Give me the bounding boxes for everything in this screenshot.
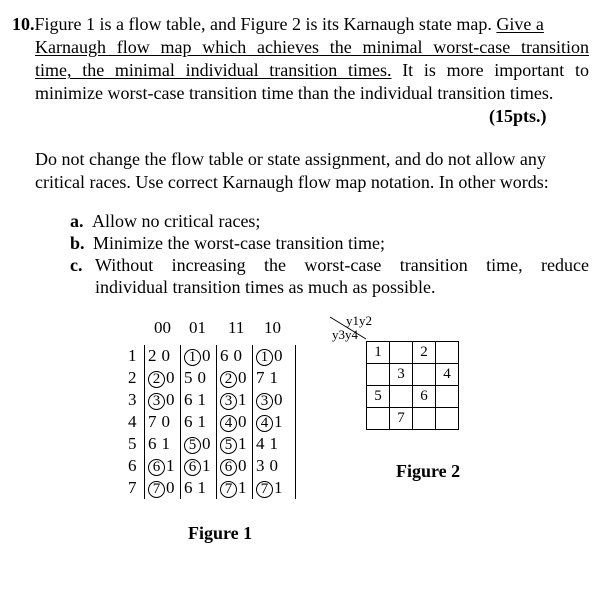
kmap-row	[367, 408, 459, 430]
row-state-label: 6	[128, 456, 137, 475]
output-value: 0	[166, 390, 175, 409]
stable-state-cell	[148, 389, 178, 411]
output-value: 0	[233, 346, 242, 365]
list-item-c-text: Without increasing the worst-case transition time, reduce	[95, 255, 589, 275]
kmap-cell: 6	[413, 386, 436, 408]
kmap-cell: 3	[390, 364, 413, 386]
row-state-label: 3	[128, 390, 137, 409]
question-number: 10.	[12, 14, 35, 34]
list-item-c: c.	[70, 255, 83, 275]
row-state-label: 7	[128, 478, 137, 497]
next-state: 7	[148, 412, 157, 431]
circled-state: 7	[256, 481, 273, 498]
stable-state-cell	[256, 411, 286, 433]
output-value: 0	[161, 412, 170, 431]
flow-cell	[184, 389, 214, 411]
kmap-cell	[390, 342, 413, 364]
kmap-top-label: y1y2	[346, 313, 372, 328]
output-value: 0	[238, 456, 247, 475]
stable-state-cell	[220, 367, 250, 389]
stable-state-cell	[184, 433, 214, 455]
kmap-row	[367, 342, 459, 364]
output-value: 0	[269, 456, 278, 475]
table-row	[128, 411, 328, 433]
flow-cell	[256, 367, 286, 389]
column-label: 10	[264, 318, 281, 337]
column-label: 00	[154, 318, 171, 337]
table-divider	[144, 345, 145, 499]
stable-state-cell	[220, 455, 250, 477]
circled-state: 3	[148, 393, 165, 410]
list-item-c-text-2: individual transition times as much as possible.	[95, 277, 436, 297]
next-state: 6	[148, 434, 157, 453]
output-value: 1	[161, 434, 170, 453]
question-line-1: 10.Figure 1 is a flow table, and Figure 2 is its Karnaugh state map. Give a	[12, 14, 544, 34]
figure2-caption: Figure 2	[396, 461, 461, 481]
output-value: 1	[269, 434, 278, 453]
output-value: 1	[238, 434, 247, 453]
row-state-label: 1	[128, 346, 137, 365]
question-line-2: Karnaugh flow map which achieves the minimal worst-case transition	[35, 37, 589, 57]
kmap-row	[367, 364, 459, 386]
table-row	[128, 477, 328, 499]
circled-state: 7	[148, 481, 165, 498]
kmap-cell	[436, 342, 459, 364]
circled-state: 6	[184, 459, 201, 476]
kmap-cell	[367, 364, 390, 386]
output-value: 0	[166, 478, 175, 497]
row-state-label: 5	[128, 434, 137, 453]
list-item-a: a. Allow no critical races;	[70, 211, 261, 231]
flow-table-body	[128, 345, 328, 499]
output-value: 0	[238, 412, 247, 431]
kmap-cell: 5	[367, 386, 390, 408]
output-value: 1	[197, 412, 206, 431]
table-row	[128, 433, 328, 455]
next-state: 5	[184, 368, 193, 387]
stable-state-cell	[256, 345, 286, 367]
table-divider	[295, 345, 296, 499]
circled-state: 5	[184, 437, 201, 454]
column-label: 01	[189, 318, 206, 337]
flow-cell	[220, 345, 250, 367]
circled-state: 2	[220, 371, 237, 388]
column-label: 11	[228, 318, 245, 337]
figure1-caption: Figure 1	[188, 523, 253, 543]
stable-state-cell	[148, 477, 178, 499]
next-state: 4	[256, 434, 265, 453]
stable-state-cell	[148, 367, 178, 389]
flow-cell	[148, 411, 178, 433]
kmap-cell: 7	[390, 408, 413, 430]
stable-state-cell	[220, 411, 250, 433]
stable-state-cell	[256, 477, 286, 499]
circled-state: 1	[256, 349, 273, 366]
table-row	[128, 455, 328, 477]
output-value: 0	[166, 368, 175, 387]
output-value: 1	[197, 478, 206, 497]
output-value: 1	[238, 390, 247, 409]
output-value: 1	[166, 456, 175, 475]
circled-state: 6	[148, 459, 165, 476]
flow-cell	[184, 367, 214, 389]
kmap-side-label: y3y4	[332, 327, 358, 342]
output-value: 1	[269, 368, 278, 387]
table-divider	[252, 345, 253, 499]
list-item-b: b. Minimize the worst-case transition time;	[70, 233, 385, 253]
kmap-cell: 2	[413, 342, 436, 364]
table-divider	[216, 345, 217, 499]
table-divider	[180, 345, 181, 499]
instructions-line-1: Do not change the flow table or state assignment, and do not allow any	[35, 149, 546, 169]
circled-state: 5	[220, 437, 237, 454]
question-line-4: minimize worst-case transition time than the individual transition times.	[35, 83, 554, 103]
kmap-cell	[413, 364, 436, 386]
next-state: 6	[184, 478, 193, 497]
output-value: 0	[197, 368, 206, 387]
table-row	[128, 367, 328, 389]
stable-state-cell	[256, 389, 286, 411]
circled-state: 4	[256, 415, 273, 432]
output-value: 0	[161, 346, 170, 365]
output-value: 1	[197, 390, 206, 409]
output-value: 1	[274, 412, 283, 431]
next-state: 6	[184, 390, 193, 409]
table-row	[128, 389, 328, 411]
next-state: 3	[256, 456, 265, 475]
next-state: 6	[220, 346, 229, 365]
flow-cell	[184, 411, 214, 433]
stable-state-cell	[148, 455, 178, 477]
flow-cell	[256, 433, 286, 455]
stable-state-cell	[184, 455, 214, 477]
circled-state: 6	[220, 459, 237, 476]
next-state: 2	[148, 346, 157, 365]
next-state: 7	[256, 368, 265, 387]
output-value: 0	[202, 346, 211, 365]
kmap-cell	[436, 408, 459, 430]
stable-state-cell	[184, 345, 214, 367]
output-value: 0	[274, 346, 283, 365]
flow-cell	[148, 433, 178, 455]
row-state-label: 4	[128, 412, 137, 431]
next-state: 6	[184, 412, 193, 431]
circled-state: 2	[148, 371, 165, 388]
kmap-cell	[413, 408, 436, 430]
circled-state: 4	[220, 415, 237, 432]
output-value: 0	[274, 390, 283, 409]
output-value: 0	[202, 434, 211, 453]
kmap-cell: 4	[436, 364, 459, 386]
kmap-cell	[436, 386, 459, 408]
instructions-line-2: critical races. Use correct Karnaugh flow map notation. In other words:	[35, 172, 549, 192]
output-value: 0	[238, 368, 247, 387]
output-value: 1	[238, 478, 247, 497]
question-line-3: time, the minimal individual transition times. It is more important to	[35, 60, 589, 80]
circled-state: 3	[256, 393, 273, 410]
circled-state: 7	[220, 481, 237, 498]
flow-cell	[148, 345, 178, 367]
kmap-row	[367, 386, 459, 408]
table-row	[128, 345, 328, 367]
circled-state: 3	[220, 393, 237, 410]
kmap-cell: 1	[367, 342, 390, 364]
output-value: 1	[202, 456, 211, 475]
flow-cell	[184, 477, 214, 499]
flow-cell	[256, 455, 286, 477]
points-label: (15pts.)	[489, 106, 547, 126]
kmap-cell	[367, 408, 390, 430]
row-state-label: 2	[128, 368, 137, 387]
kmap-grid	[366, 341, 459, 430]
kmap-cell	[390, 386, 413, 408]
output-value: 1	[274, 478, 283, 497]
stable-state-cell	[220, 477, 250, 499]
stable-state-cell	[220, 433, 250, 455]
stable-state-cell	[220, 389, 250, 411]
circled-state: 1	[184, 349, 201, 366]
